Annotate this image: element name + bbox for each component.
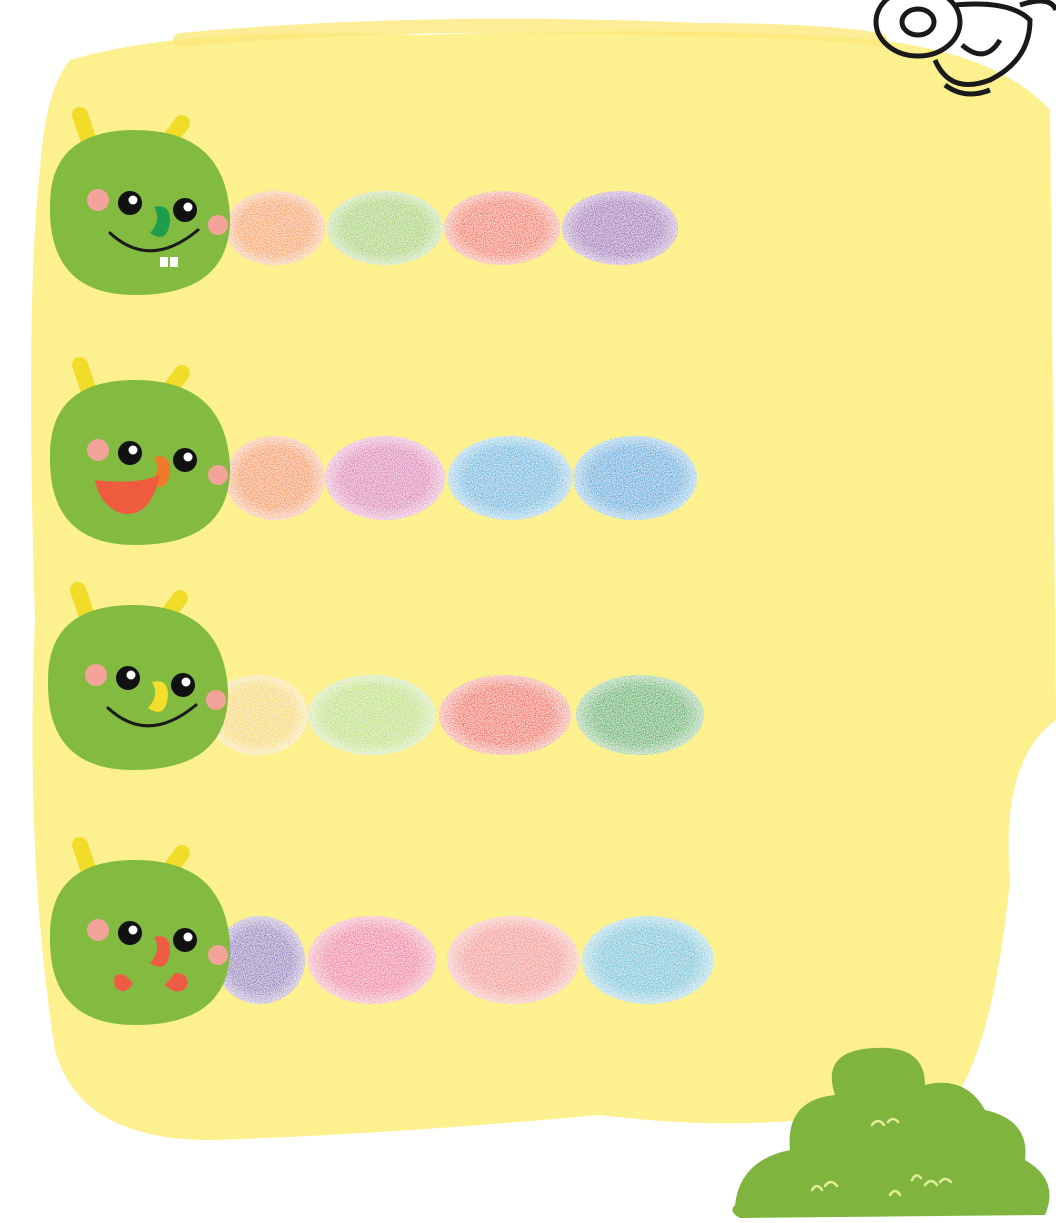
- eye-highlight: [184, 203, 193, 212]
- eye-highlight: [182, 678, 191, 687]
- segment-edge: [439, 675, 571, 755]
- segment-edge: [447, 916, 579, 1004]
- segment-edge: [444, 191, 560, 265]
- segment-edge: [308, 916, 436, 1004]
- caterpillar-head: [50, 860, 230, 1025]
- eye-highlight: [129, 926, 138, 935]
- cheek: [87, 919, 109, 941]
- caterpillar-head: [50, 380, 230, 545]
- segment-edge: [573, 436, 697, 520]
- cheek: [208, 945, 228, 965]
- caterpillar-head: [48, 605, 228, 770]
- tooth: [170, 257, 178, 267]
- cheek: [208, 465, 228, 485]
- segment-edge: [225, 191, 325, 265]
- eye-highlight: [129, 196, 138, 205]
- cheek: [208, 215, 228, 235]
- caterpillar-head: [50, 130, 230, 295]
- segment-edge: [327, 191, 443, 265]
- segment-edge: [325, 436, 445, 520]
- eye-highlight: [184, 933, 193, 942]
- eye-highlight: [184, 453, 193, 462]
- segment-edge: [308, 675, 436, 755]
- segment-edge: [576, 675, 704, 755]
- cheek: [87, 439, 109, 461]
- segment-edge: [448, 436, 572, 520]
- tooth: [160, 257, 168, 267]
- segment-edge: [225, 436, 325, 520]
- cheek: [85, 664, 107, 686]
- cheek: [206, 690, 226, 710]
- cheek: [87, 189, 109, 211]
- segment-edge: [562, 191, 678, 265]
- eye-highlight: [127, 671, 136, 680]
- segment-edge: [582, 916, 714, 1004]
- eye-highlight: [129, 446, 138, 455]
